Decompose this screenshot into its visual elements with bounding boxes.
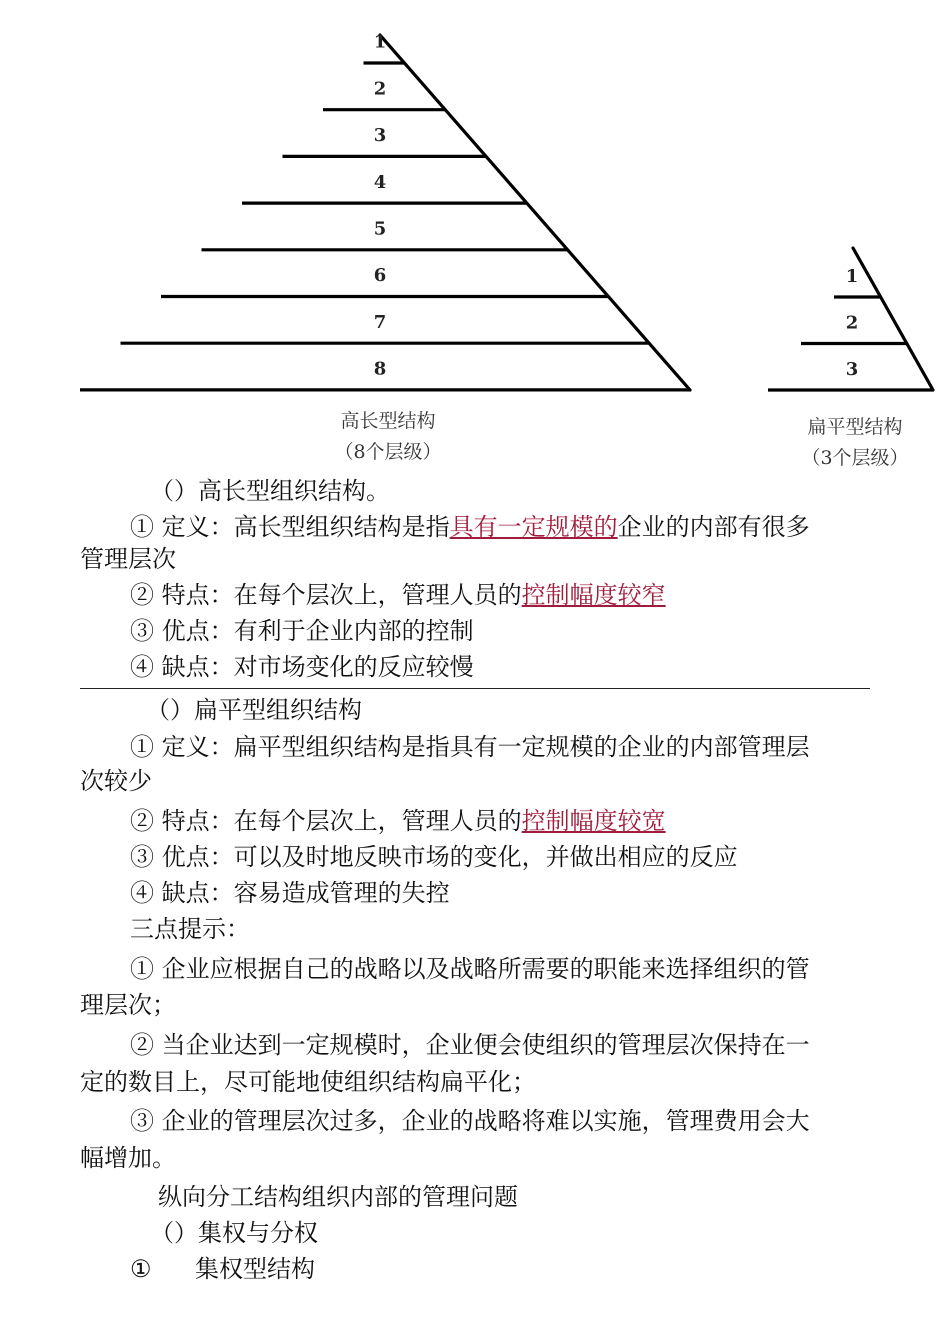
tip-1: ① 企业应根据自己的战略以及战略所需要的职能来选择组织的管	[130, 955, 810, 983]
section1-heading: （）高长型组织结构。	[150, 477, 390, 505]
section2-advantage: ③ 优点：可以及时地反映市场的变化，并做出相应的反应	[130, 843, 738, 871]
tall-level-label-2: 2	[373, 78, 387, 100]
flat-caption-line1: 扁平型结构	[807, 416, 903, 438]
tips-heading: 三点提示：	[130, 915, 250, 943]
tip-3: ③ 企业的管理层次过多，企业的战略将难以实施，管理费用会大	[130, 1107, 810, 1135]
tall-caption-line1: 高长型结构	[340, 410, 436, 432]
flat-structure-pyramid	[768, 248, 933, 390]
tip-2-continued: 定的数目上，尽可能地使组织结构扁平化；	[80, 1068, 536, 1096]
section1-definition-continued: 管理层次	[80, 545, 176, 573]
section2-feature	[130, 806, 666, 836]
section1-definition-text-end: 企业的内部有很多	[617, 513, 810, 541]
section3-item: 集权型结构	[195, 1255, 315, 1283]
tall-caption-line2: （8个层级）	[334, 441, 442, 463]
section2-definition: ① 定义：扁平型组织结构是指具有一定规模的企业的内部管理层	[130, 733, 810, 761]
section2-disadvantage: ④ 缺点：容易造成管理的失控	[130, 879, 450, 907]
flat-level-label-2: 2	[845, 312, 859, 334]
tall-level-label-7: 7	[373, 311, 387, 333]
flat-caption-line2: （3个层级）	[801, 447, 909, 469]
tall-structure-pyramid	[80, 32, 690, 390]
tall-level-label-4: 4	[373, 171, 387, 193]
section1-feature-text: ② 特点：在每个层次上，管理人员的	[130, 581, 522, 609]
tip-1-continued: 理层次；	[80, 991, 176, 1019]
section1-advantage: ③ 优点：有利于企业内部的控制	[130, 617, 474, 645]
section1-definition-highlight: 具有一定规模的	[449, 513, 618, 541]
section2-heading: （）扁平型组织结构	[146, 696, 362, 724]
section2-feature-highlight: 控制幅度较宽	[521, 807, 666, 835]
tall-level-label-5: 5	[373, 218, 387, 240]
section3-item-number: ①	[130, 1255, 152, 1283]
section1-definition-text: ① 定义：高长型组织结构是指	[130, 513, 450, 541]
flat-slope-line	[853, 248, 933, 390]
section1-feature-highlight: 控制幅度较窄	[521, 581, 666, 609]
section2-feature-text: ② 特点：在每个层次上，管理人员的	[130, 807, 522, 835]
section3-heading: 纵向分工结构组织内部的管理问题	[158, 1183, 518, 1211]
section3-subheading: （）集权与分权	[150, 1219, 318, 1247]
flat-level-label-3: 3	[845, 358, 859, 380]
flat-level-label-1: 1	[845, 265, 859, 287]
section-divider	[80, 688, 870, 689]
tip-2: ② 当企业达到一定规模时，企业便会使组织的管理层次保持在一	[130, 1031, 810, 1059]
section1-disadvantage: ④ 缺点：对市场变化的反应较慢	[130, 653, 474, 681]
section1-definition	[130, 512, 810, 542]
tall-level-label-6: 6	[373, 265, 387, 287]
section1-feature	[130, 580, 666, 610]
tall-level-label-8: 8	[373, 358, 387, 380]
tall-level-label-3: 3	[373, 125, 387, 147]
tall-level-label-1: 1	[373, 31, 387, 53]
section2-definition-continued: 次较少	[80, 767, 152, 795]
organization-structure-diagram	[0, 0, 950, 470]
tall-slope-line	[380, 35, 690, 390]
tip-3-continued: 幅增加。	[80, 1144, 176, 1172]
